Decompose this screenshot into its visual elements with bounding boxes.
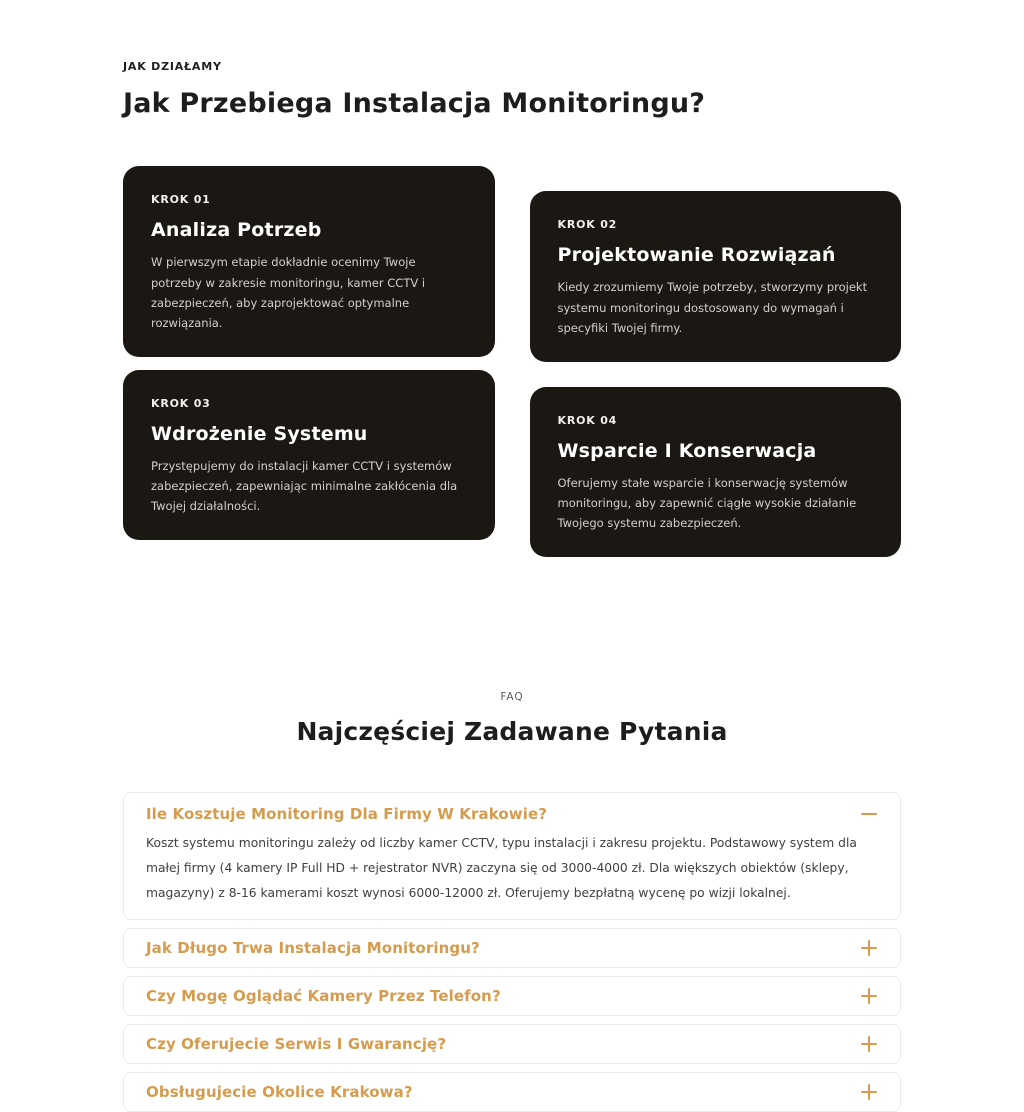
- step-description: Oferujemy stałe wsparcie i konserwację systemów monitoringu, aby zapewnić ciągłe wysokie działanie Twojego systemu zabezpieczeń.: [557, 475, 857, 531]
- step-label: KROK 04: [557, 413, 618, 427]
- faq-question[interactable]: Czy Oferujecie Serwis I Gwarancję?: [146, 1035, 447, 1054]
- faq-item-header[interactable]: [146, 1034, 878, 1054]
- faq-accordion: [123, 792, 901, 1112]
- page-content: [123, 0, 901, 1112]
- plus-icon[interactable]: [860, 1035, 878, 1053]
- how-we-work-section: [123, 60, 901, 557]
- faq-question[interactable]: Czy Mogę Oglądać Kamery Przez Telefon?: [146, 987, 501, 1006]
- section-eyebrow: JAK DZIAŁAMY: [123, 60, 222, 73]
- step-card-3: [123, 370, 495, 540]
- plus-icon[interactable]: [860, 1083, 878, 1101]
- faq-item-5[interactable]: [123, 1072, 901, 1112]
- step-label: KROK 02: [557, 218, 618, 232]
- faq-answer: Koszt systemu monitoringu zależy od liczby kamer CCTV, typu instalacji i zakresu projektu. Podstawowy system dla małej firmy (4 kamery IP Full HD + rejestrator NVR) zaczyna się od 3000-4000 zł. Dla większych obiektów (sklepy, magazyny) z 8-16 kamerami koszt wynosi 6000-12000 zł. Oferujemy bezpłatną wycenę po wizji lokalnej.: [146, 836, 857, 901]
- steps-column-right: [530, 166, 902, 557]
- minus-icon[interactable]: [860, 805, 878, 823]
- step-card-1: [123, 166, 495, 357]
- faq-heading: Najczęściej Zadawane Pytania: [296, 717, 728, 747]
- steps-column-left: [123, 166, 495, 557]
- faq-section: [123, 691, 901, 1112]
- faq-eyebrow: FAQ: [500, 691, 524, 704]
- step-description: Kiedy zrozumiemy Twoje potrzeby, stworzymy projekt systemu monitoringu dostosowany do wymagań i specyfiki Twojej firmy.: [557, 280, 868, 335]
- faq-item-header[interactable]: [146, 986, 878, 1006]
- step-title: Wsparcie I Konserwacja: [557, 439, 817, 462]
- faq-item-3[interactable]: [123, 976, 901, 1016]
- step-description: W pierwszym etapie dokładnie ocenimy Twoje potrzeby w zakresie monitoringu, kamer CCTV i zabezpieczeń, aby zaprojektować optymalne rozwiązania.: [151, 255, 426, 330]
- plus-icon[interactable]: [860, 987, 878, 1005]
- faq-question[interactable]: Obsługujecie Okolice Krakowa?: [146, 1083, 413, 1102]
- step-card-4: [530, 387, 902, 557]
- faq-question[interactable]: Ile Kosztuje Monitoring Dla Firmy W Krakowie?: [146, 805, 548, 824]
- step-title: Analiza Potrzeb: [151, 219, 322, 242]
- step-label: KROK 01: [151, 193, 211, 207]
- section-heading: Jak Przebiega Instalacja Monitoringu?: [123, 88, 706, 119]
- step-title: Projektowanie Rozwiązań: [557, 244, 836, 267]
- steps-grid: [123, 166, 901, 557]
- faq-item-4[interactable]: [123, 1024, 901, 1064]
- step-title: Wdrożenie Systemu: [151, 422, 368, 445]
- faq-item-1[interactable]: [123, 792, 901, 920]
- plus-icon[interactable]: [860, 939, 878, 957]
- step-card-2: [530, 191, 902, 361]
- step-description: Przystępujemy do instalacji kamer CCTV i systemów zabezpieczeń, zapewniając minimalne zakłócenia dla Twojej działalności.: [151, 458, 458, 514]
- faq-item-header[interactable]: [146, 938, 878, 958]
- step-label: KROK 03: [151, 396, 211, 410]
- faq-question[interactable]: Jak Długo Trwa Instalacja Monitoringu?: [146, 939, 480, 958]
- faq-item-2[interactable]: [123, 928, 901, 968]
- faq-item-header[interactable]: [146, 1082, 878, 1102]
- faq-item-header[interactable]: [146, 804, 878, 824]
